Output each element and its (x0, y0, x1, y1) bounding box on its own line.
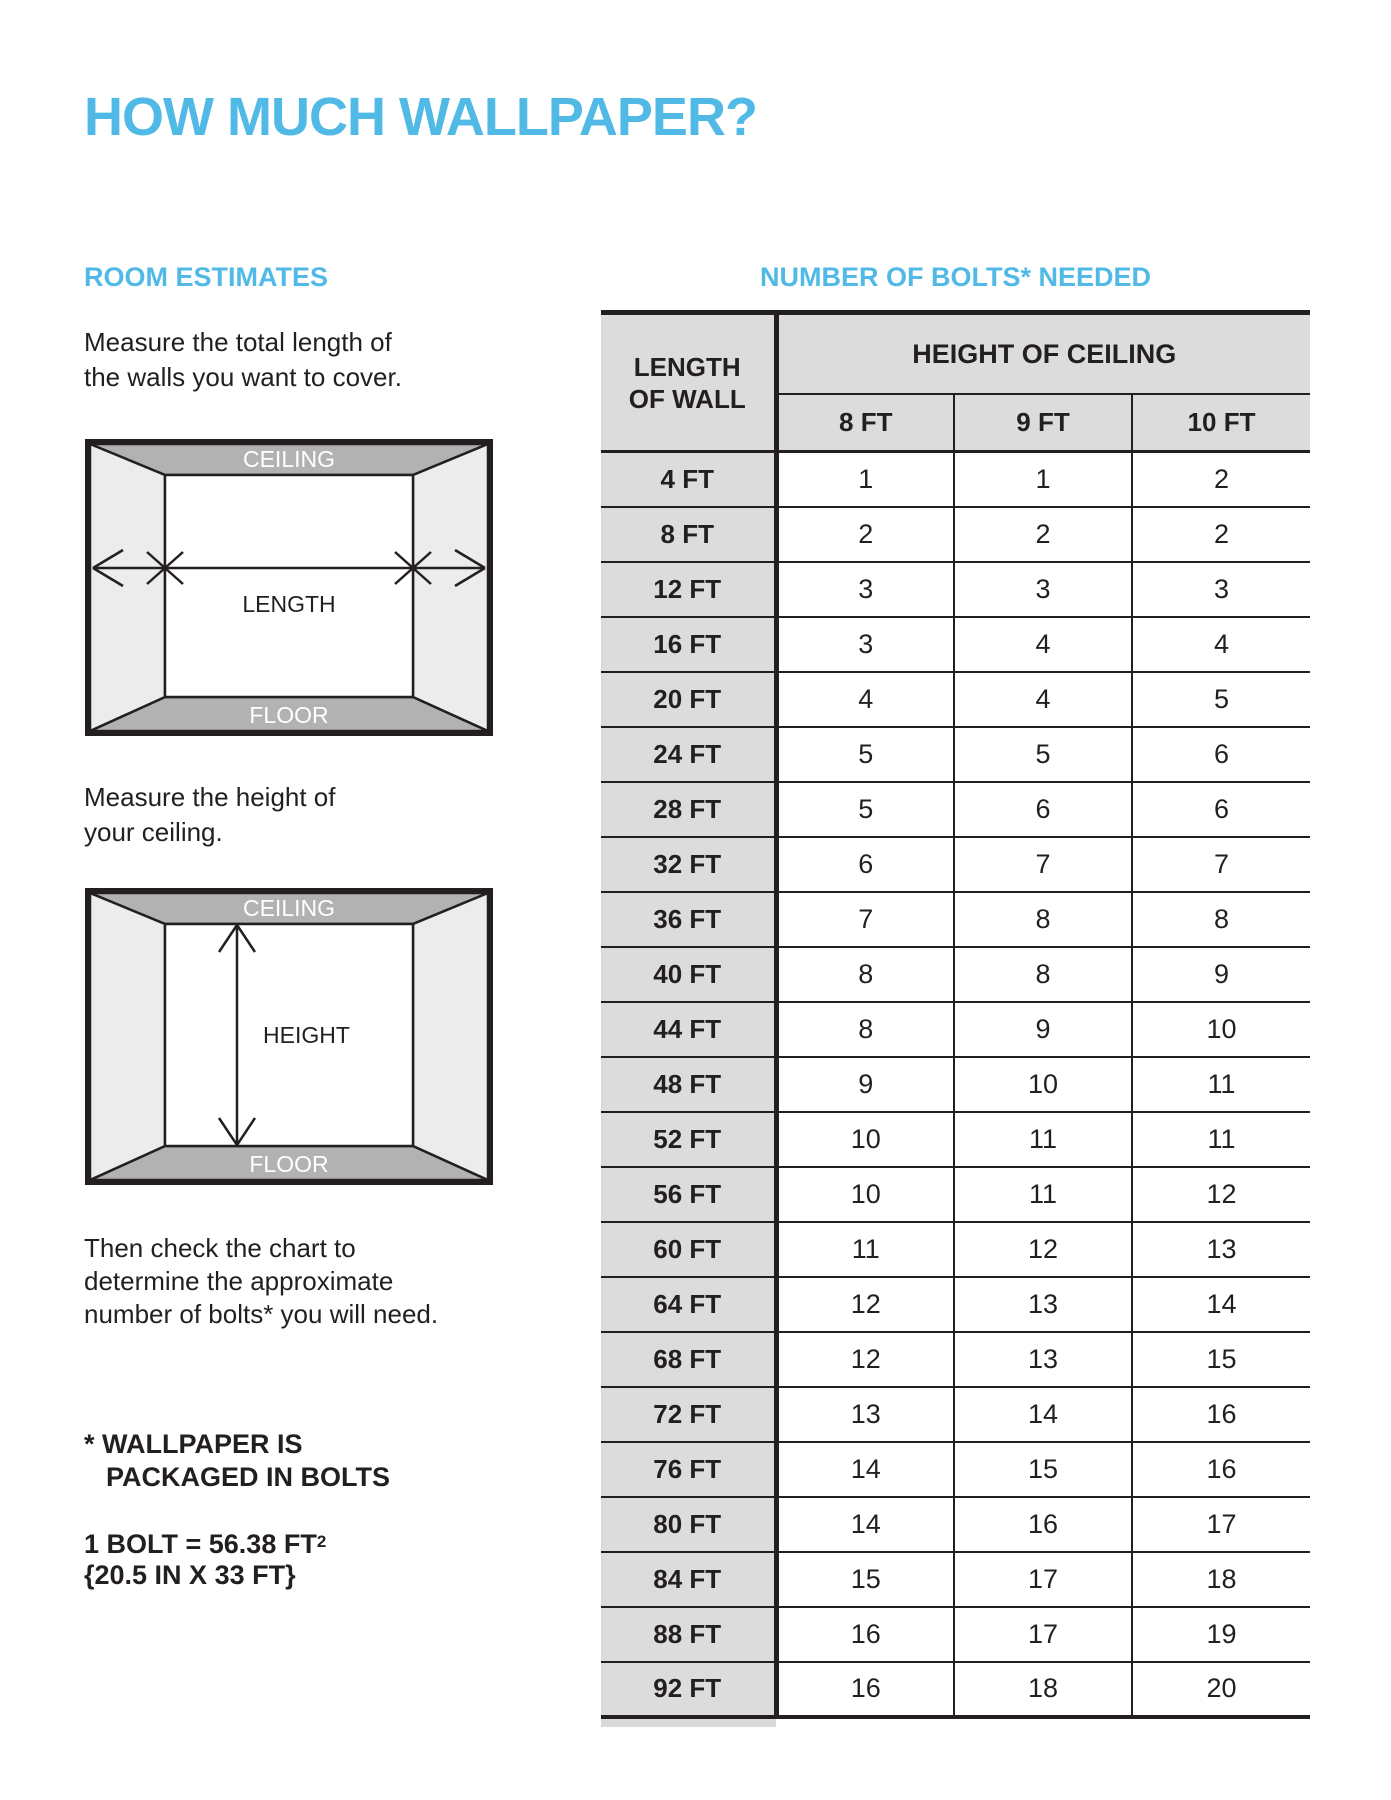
table-row (601, 1552, 1310, 1607)
wall-length-cell: 44 FT (601, 1002, 776, 1057)
paragraph-line: Measure the total length of (84, 327, 392, 357)
wall-length-cell: 20 FT (601, 672, 776, 727)
wall-length-cell: 40 FT (601, 947, 776, 1002)
table-row (601, 507, 1310, 562)
bolt-count-cell: 4 (954, 617, 1132, 672)
bolt-count-cell: 7 (954, 837, 1132, 892)
table-header-row-1 (601, 315, 1310, 394)
paragraph-line: Then check the chart to (84, 1233, 356, 1263)
measure-length-paragraph (84, 325, 402, 395)
wall-length-cell: 88 FT (601, 1607, 776, 1662)
bolt-count-cell: 11 (1132, 1112, 1310, 1167)
header-line: OF WALL (628, 383, 746, 414)
wall-length-cell: 76 FT (601, 1442, 776, 1497)
table-row (601, 1332, 1310, 1387)
bolt-count-cell: 11 (1132, 1057, 1310, 1112)
bolt-count-cell: 16 (1132, 1387, 1310, 1442)
wall-length-cell: 4 FT (601, 452, 776, 507)
wall-length-cell: 80 FT (601, 1497, 776, 1552)
left-wall-panel (90, 444, 165, 731)
bolt-count-cell: 13 (954, 1332, 1132, 1387)
bolt-count-cell: 3 (1132, 562, 1310, 617)
bolt-count-cell: 1 (776, 452, 954, 507)
bolt-count-cell: 18 (1132, 1552, 1310, 1607)
bolt-count-cell: 10 (954, 1057, 1132, 1112)
bolt-count-cell: 11 (776, 1222, 954, 1277)
bolt-count-cell: 6 (1132, 727, 1310, 782)
check-chart-paragraph (84, 1232, 438, 1331)
bolt-count-cell: 4 (1132, 617, 1310, 672)
bolt-count-cell: 16 (1132, 1442, 1310, 1497)
wall-length-cell: 92 FT (601, 1662, 776, 1717)
wall-length-cell: 84 FT (601, 1552, 776, 1607)
table-row (601, 1002, 1310, 1057)
paragraph-line: determine the approximate (84, 1266, 394, 1296)
bolt-count-cell: 12 (954, 1222, 1132, 1277)
table-row (601, 617, 1310, 672)
bolt-count-cell: 16 (954, 1497, 1132, 1552)
wall-length-cell: 12 FT (601, 562, 776, 617)
bolt-count-cell: 8 (776, 947, 954, 1002)
bolt-count-cell: 15 (776, 1552, 954, 1607)
bolt-count-cell: 9 (954, 1002, 1132, 1057)
bolt-count-cell: 3 (954, 562, 1132, 617)
bolts-needed-heading: NUMBER OF BOLTS* NEEDED (759, 262, 1151, 292)
length-of-wall-header (601, 315, 776, 452)
bolt-count-cell: 7 (776, 892, 954, 947)
bolt-count-cell: 19 (1132, 1607, 1310, 1662)
back-wall-panel (165, 475, 413, 697)
bolt-count-cell: 17 (954, 1552, 1132, 1607)
bolt-count-cell: 3 (776, 562, 954, 617)
bolt-count-cell: 3 (776, 617, 954, 672)
wall-length-cell: 24 FT (601, 727, 776, 782)
wall-length-cell: 36 FT (601, 892, 776, 947)
bolt-count-cell: 15 (954, 1442, 1132, 1497)
wall-length-cell: 68 FT (601, 1332, 776, 1387)
length-label: LENGTH (242, 591, 336, 617)
measure-height-paragraph (84, 780, 336, 850)
bolt-count-cell: 12 (776, 1332, 954, 1387)
bolt-count-cell: 14 (776, 1497, 954, 1552)
wall-length-cell: 52 FT (601, 1112, 776, 1167)
table-row (601, 1662, 1310, 1717)
bolt-count-cell: 1 (954, 452, 1132, 507)
height-of-ceiling-header: HEIGHT OF CEILING (776, 315, 1310, 394)
bolt-equation: 1 BOLT = 56.38 $FT^2$ (84, 1529, 327, 1559)
bolt-count-cell: 14 (954, 1387, 1132, 1442)
wall-length-cell: 64 FT (601, 1277, 776, 1332)
table-row (601, 947, 1310, 1002)
paragraph-line: Measure the height of (84, 782, 336, 812)
table-row (601, 1222, 1310, 1277)
bolt-count-cell: 8 (954, 892, 1132, 947)
footnote-line: * WALLPAPER IS (84, 1429, 303, 1459)
bolt-count-cell: 17 (1132, 1497, 1310, 1552)
bolt-count-cell: 4 (776, 672, 954, 727)
bolt-count-cell: 7 (1132, 837, 1310, 892)
table-row (601, 1442, 1310, 1497)
wall-length-cell: 8 FT (601, 507, 776, 562)
table-row (601, 1277, 1310, 1332)
paragraph-line: number of bolts* you will need. (84, 1299, 439, 1329)
footnote-line: PACKAGED IN BOLTS (106, 1462, 391, 1492)
wall-length-cell: 72 FT (601, 1387, 776, 1442)
table-row (601, 892, 1310, 947)
bolt-count-cell: 2 (1132, 452, 1310, 507)
bolt-count-cell: 2 (954, 507, 1132, 562)
bolt-count-cell: 10 (776, 1167, 954, 1222)
bolt-count-cell: 8 (954, 947, 1132, 1002)
table-row (601, 1112, 1310, 1167)
bolt-count-cell: 12 (776, 1277, 954, 1332)
floor-label: FLOOR (249, 1151, 329, 1177)
bolt-count-cell: 6 (776, 837, 954, 892)
bolt-table-body (601, 452, 1310, 1717)
table-row (601, 727, 1310, 782)
table-row (601, 452, 1310, 507)
table-row (601, 1387, 1310, 1442)
bolt-count-cell: 16 (776, 1607, 954, 1662)
bolt-count-cell: 2 (1132, 507, 1310, 562)
table-row (601, 1607, 1310, 1662)
bolt-count-cell: 10 (1132, 1002, 1310, 1057)
table-row (601, 782, 1310, 837)
room-estimates-heading: ROOM ESTIMATES (84, 262, 329, 292)
bolt-count-cell: 5 (776, 727, 954, 782)
table-row (601, 1057, 1310, 1112)
bolt-count-cell: 6 (954, 782, 1132, 837)
ceiling-label: CEILING (242, 446, 336, 472)
bolt-count-cell: 12 (1132, 1167, 1310, 1222)
bolt-count-cell: 2 (776, 507, 954, 562)
height-label: HEIGHT (263, 1022, 350, 1048)
left-wall-panel (90, 893, 165, 1180)
bolt-count-cell: 18 (954, 1662, 1132, 1717)
bolt-count-cell: 11 (954, 1167, 1132, 1222)
bolt-count-cell: 15 (1132, 1332, 1310, 1387)
bolt-count-cell: 16 (776, 1662, 954, 1717)
bolt-count-cell: 13 (954, 1277, 1132, 1332)
right-wall-panel (413, 893, 488, 1180)
squared-superscript: 2 (316, 1532, 327, 1551)
floor-label: FLOOR (249, 702, 329, 728)
wall-length-cell: 60 FT (601, 1222, 776, 1277)
ceiling-label: CEILING (242, 895, 336, 921)
table-row (601, 672, 1310, 727)
bolt-count-cell: 13 (776, 1387, 954, 1442)
bolt-count-cell: 13 (1132, 1222, 1310, 1277)
room-length-diagram (85, 439, 493, 736)
col-header-10ft: 10 FT (1132, 394, 1310, 452)
bolt-dimensions: {20.5 IN X 33 FT} (84, 1560, 296, 1590)
wall-length-cell: 32 FT (601, 837, 776, 892)
wall-length-cell: 48 FT (601, 1057, 776, 1112)
bolts-table (601, 315, 1310, 1719)
page-title: HOW MUCH WALLPAPER? (84, 87, 757, 147)
col-header-9ft: 9 FT (954, 394, 1132, 452)
bolt-count-cell: 10 (776, 1112, 954, 1167)
bolt-count-cell: 4 (954, 672, 1132, 727)
bolt-count-cell: 5 (954, 727, 1132, 782)
bolt-count-cell: 9 (1132, 947, 1310, 1002)
paragraph-line: the walls you want to cover. (84, 362, 402, 392)
bolt-count-cell: 5 (776, 782, 954, 837)
wall-length-cell: 28 FT (601, 782, 776, 837)
wall-length-cell: 16 FT (601, 617, 776, 672)
table-row (601, 1497, 1310, 1552)
wall-length-cell: 56 FT (601, 1167, 776, 1222)
bolt-count-cell: 20 (1132, 1662, 1310, 1717)
bolt-count-cell: 11 (954, 1112, 1132, 1167)
bolt-count-cell: 14 (776, 1442, 954, 1497)
right-wall-panel (413, 444, 488, 731)
bolt-count-cell: 8 (776, 1002, 954, 1057)
table-footer-gray-sliver (601, 1719, 776, 1727)
header-line: LENGTH (633, 351, 741, 382)
bolt-count-cell: 6 (1132, 782, 1310, 837)
bolt-count-cell: 17 (954, 1607, 1132, 1662)
bolt-size-info (84, 1526, 326, 1591)
bolt-count-cell: 9 (776, 1057, 954, 1112)
table-row (601, 1167, 1310, 1222)
bolts-table-container (601, 310, 1310, 1727)
bolt-count-cell: 8 (1132, 892, 1310, 947)
paragraph-line: your ceiling. (84, 817, 223, 847)
room-height-diagram (85, 888, 493, 1185)
bolt-count-cell: 5 (1132, 672, 1310, 727)
bolt-count-cell: 14 (1132, 1277, 1310, 1332)
table-row (601, 837, 1310, 892)
table-row (601, 562, 1310, 617)
col-header-8ft: 8 FT (776, 394, 954, 452)
bolts-footnote (84, 1428, 390, 1494)
